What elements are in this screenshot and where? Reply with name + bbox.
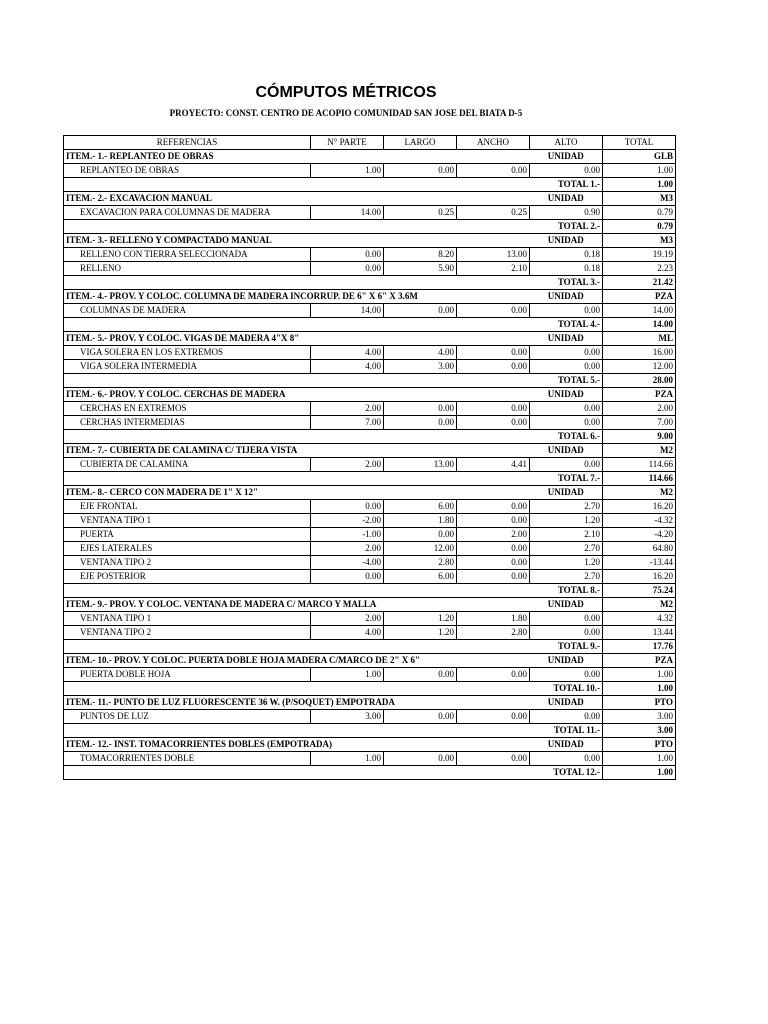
total-spacer — [64, 584, 530, 598]
row-width: 0.00 — [457, 360, 530, 374]
row-length: 5.90 — [384, 262, 457, 276]
item-total-row — [64, 220, 676, 234]
row-description: PUERTA — [64, 528, 311, 542]
row-parts: 0.00 — [311, 570, 384, 584]
row-total: 4.32 — [603, 612, 676, 626]
total-label: TOTAL 12.- — [530, 766, 603, 780]
unit-label: UNIDAD — [530, 290, 603, 304]
table-row — [64, 206, 676, 220]
row-width: 0.00 — [457, 304, 530, 318]
table-row — [64, 556, 676, 570]
row-height: 0.00 — [530, 416, 603, 430]
total-label: TOTAL 8.- — [530, 584, 603, 598]
total-spacer — [64, 430, 530, 444]
row-width: 2.10 — [457, 262, 530, 276]
item-total-row — [64, 724, 676, 738]
row-width: 0.25 — [457, 206, 530, 220]
row-length: 0.00 — [384, 402, 457, 416]
row-height: 2.10 — [530, 528, 603, 542]
total-value: 1.00 — [603, 682, 676, 696]
row-total: -4.32 — [603, 514, 676, 528]
row-total: 16.20 — [603, 500, 676, 514]
row-width: 0.00 — [457, 710, 530, 724]
table-row — [64, 360, 676, 374]
row-length: 6.00 — [384, 570, 457, 584]
row-height: 0.00 — [530, 164, 603, 178]
item-total-row — [64, 178, 676, 192]
header-cell: ALTO — [530, 136, 603, 150]
unit-label: UNIDAD — [530, 192, 603, 206]
unit-label: UNIDAD — [530, 388, 603, 402]
row-length: 6.00 — [384, 500, 457, 514]
table-row — [64, 416, 676, 430]
total-spacer — [64, 640, 530, 654]
row-description: VENTANA TIPO 1 — [64, 514, 311, 528]
row-height: 0.00 — [530, 304, 603, 318]
row-description: PUNTOS DE LUZ — [64, 710, 311, 724]
item-unit: M2 — [603, 486, 676, 500]
row-parts: 4.00 — [311, 626, 384, 640]
row-height: 0.00 — [530, 402, 603, 416]
row-width: 0.00 — [457, 500, 530, 514]
item-unit: PTO — [603, 696, 676, 710]
row-width: 2.00 — [457, 528, 530, 542]
row-height: 0.00 — [530, 752, 603, 766]
item-title: ITEM.- 6.- PROV. Y COLOC. CERCHAS DE MADERA — [64, 388, 530, 402]
table-row — [64, 248, 676, 262]
row-length: 1.20 — [384, 612, 457, 626]
item-unit: PZA — [603, 654, 676, 668]
item-unit: PZA — [603, 290, 676, 304]
row-total: 2.23 — [603, 262, 676, 276]
item-header-row — [64, 192, 676, 206]
row-description: RELLENO — [64, 262, 311, 276]
item-unit: GLB — [603, 150, 676, 164]
item-unit: ML — [603, 332, 676, 346]
item-header-row — [64, 486, 676, 500]
row-height: 0.90 — [530, 206, 603, 220]
row-description: CERCHAS EN EXTREMOS — [64, 402, 311, 416]
unit-label: UNIDAD — [530, 738, 603, 752]
row-parts: 14.00 — [311, 206, 384, 220]
item-total-row — [64, 640, 676, 654]
table-row — [64, 542, 676, 556]
row-length: 2.80 — [384, 556, 457, 570]
header-cell: N° PARTE — [311, 136, 384, 150]
row-description: RELLENO CON TIERRA SELECCIONADA — [64, 248, 311, 262]
header-cell: TOTAL — [603, 136, 676, 150]
table-row — [64, 528, 676, 542]
unit-label: UNIDAD — [530, 598, 603, 612]
item-total-row — [64, 472, 676, 486]
row-total: 114.66 — [603, 458, 676, 472]
table-row — [64, 458, 676, 472]
item-title: ITEM.- 12.- INST. TOMACORRIENTES DOBLES (EMPOTRADA) — [64, 738, 530, 752]
row-total: 1.00 — [603, 668, 676, 682]
row-width: 2.80 — [457, 626, 530, 640]
row-description: COLUMNAS DE MADERA — [64, 304, 311, 318]
total-label: TOTAL 3.- — [530, 276, 603, 290]
row-length: 0.00 — [384, 164, 457, 178]
total-value: 75.24 — [603, 584, 676, 598]
row-height: 1.20 — [530, 556, 603, 570]
row-length: 0.00 — [384, 668, 457, 682]
total-value: 1.00 — [603, 178, 676, 192]
table-row — [64, 612, 676, 626]
total-spacer — [64, 374, 530, 388]
row-width: 0.00 — [457, 556, 530, 570]
item-total-row — [64, 374, 676, 388]
table-row — [64, 262, 676, 276]
row-total: 16.20 — [603, 570, 676, 584]
row-parts: 7.00 — [311, 416, 384, 430]
total-label: TOTAL 6.- — [530, 430, 603, 444]
unit-label: UNIDAD — [530, 486, 603, 500]
row-parts: -2.00 — [311, 514, 384, 528]
total-label: TOTAL 4.- — [530, 318, 603, 332]
row-total: 19.19 — [603, 248, 676, 262]
row-description: CERCHAS INTERMEDIAS — [64, 416, 311, 430]
row-total: 3.00 — [603, 710, 676, 724]
item-title: ITEM.- 11.- PUNTO DE LUZ FLUORESCENTE 36 W. (P/SOQUET) EMPOTRADA — [64, 696, 530, 710]
unit-label: UNIDAD — [530, 150, 603, 164]
row-parts: 3.00 — [311, 710, 384, 724]
row-total: 16.00 — [603, 346, 676, 360]
computos-table — [63, 135, 676, 780]
row-description: VENTANA TIPO 1 — [64, 612, 311, 626]
total-label: TOTAL 11.- — [530, 724, 603, 738]
row-parts: 0.00 — [311, 248, 384, 262]
row-height: 0.18 — [530, 262, 603, 276]
row-height: 0.18 — [530, 248, 603, 262]
item-title: ITEM.- 1.- REPLANTEO DE OBRAS — [64, 150, 530, 164]
total-spacer — [64, 276, 530, 290]
row-parts: 0.00 — [311, 500, 384, 514]
row-description: PUERTA DOBLE HOJA — [64, 668, 311, 682]
row-length: 0.25 — [384, 206, 457, 220]
total-label: TOTAL 5.- — [530, 374, 603, 388]
total-label: TOTAL 7.- — [530, 472, 603, 486]
item-header-row — [64, 444, 676, 458]
item-header-row — [64, 388, 676, 402]
row-width: 0.00 — [457, 514, 530, 528]
row-width: 0.00 — [457, 164, 530, 178]
row-description: TOMACORRIENTES DOBLE — [64, 752, 311, 766]
row-total: 1.00 — [603, 752, 676, 766]
item-unit: PZA — [603, 388, 676, 402]
row-height: 0.00 — [530, 346, 603, 360]
total-spacer — [64, 318, 530, 332]
header-cell: LARGO — [384, 136, 457, 150]
row-description: REPLANTEO DE OBRAS — [64, 164, 311, 178]
row-length: 0.00 — [384, 710, 457, 724]
item-title: ITEM.- 5.- PROV. Y COLOC. VIGAS DE MADERA 4"X 8" — [64, 332, 530, 346]
row-description: EJES LATERALES — [64, 542, 311, 556]
item-title: ITEM.- 2.- EXCAVACION MANUAL — [64, 192, 530, 206]
table-row — [64, 668, 676, 682]
item-title: ITEM.- 10.- PROV. Y COLOC. PUERTA DOBLE HOJA MADERA C/MARCO DE 2" X 6" — [64, 654, 530, 668]
row-length: 0.00 — [384, 304, 457, 318]
total-value: 114.66 — [603, 472, 676, 486]
item-unit: M2 — [603, 444, 676, 458]
row-height: 0.00 — [530, 710, 603, 724]
row-parts: 2.00 — [311, 612, 384, 626]
row-width: 0.00 — [457, 346, 530, 360]
total-label: TOTAL 9.- — [530, 640, 603, 654]
row-height: 0.00 — [530, 668, 603, 682]
row-height: 0.00 — [530, 360, 603, 374]
table-row — [64, 346, 676, 360]
row-total: 7.00 — [603, 416, 676, 430]
header-cell: REFERENCIAS — [64, 136, 311, 150]
unit-label: UNIDAD — [530, 332, 603, 346]
row-length: 1.20 — [384, 626, 457, 640]
unit-label: UNIDAD — [530, 234, 603, 248]
item-total-row — [64, 318, 676, 332]
row-total: 1.00 — [603, 164, 676, 178]
row-description: VENTANA TIPO 2 — [64, 626, 311, 640]
row-parts: 1.00 — [311, 164, 384, 178]
item-header-row — [64, 696, 676, 710]
row-length: 12.00 — [384, 542, 457, 556]
row-description: EJE POSTERIOR — [64, 570, 311, 584]
table-row — [64, 570, 676, 584]
item-unit: M3 — [603, 234, 676, 248]
table-row — [64, 500, 676, 514]
row-parts: 14.00 — [311, 304, 384, 318]
unit-label: UNIDAD — [530, 696, 603, 710]
total-value: 17.76 — [603, 640, 676, 654]
total-value: 3.00 — [603, 724, 676, 738]
row-height: 0.00 — [530, 626, 603, 640]
row-width: 1.80 — [457, 612, 530, 626]
row-width: 4.41 — [457, 458, 530, 472]
table-row — [64, 626, 676, 640]
row-description: EXCAVACION PARA COLUMNAS DE MADERA — [64, 206, 311, 220]
row-height: 2.70 — [530, 570, 603, 584]
row-description: CUBIERTA DE CALAMINA — [64, 458, 311, 472]
table-row — [64, 710, 676, 724]
row-length: 4.00 — [384, 346, 457, 360]
item-header-row — [64, 234, 676, 248]
row-height: 0.00 — [530, 612, 603, 626]
row-width: 0.00 — [457, 570, 530, 584]
total-value: 0.79 — [603, 220, 676, 234]
item-total-row — [64, 766, 676, 780]
row-total: 0.79 — [603, 206, 676, 220]
row-height: 0.00 — [530, 458, 603, 472]
row-length: 13.00 — [384, 458, 457, 472]
item-total-row — [64, 430, 676, 444]
item-title: ITEM.- 9.- PROV. Y COLOC. VENTANA DE MADERA C/ MARCO Y MALLA — [64, 598, 530, 612]
total-value: 1.00 — [603, 766, 676, 780]
total-value: 28.00 — [603, 374, 676, 388]
item-unit: M3 — [603, 192, 676, 206]
total-label: TOTAL 2.- — [530, 220, 603, 234]
total-label: TOTAL 1.- — [530, 178, 603, 192]
item-total-row — [64, 276, 676, 290]
item-title: ITEM.- 8.- CERCO CON MADERA DE 1" X 12" — [64, 486, 530, 500]
row-parts: -1.00 — [311, 528, 384, 542]
row-length: 3.00 — [384, 360, 457, 374]
project-subtitle: PROYECTO: CONST. CENTRO DE ACOPIO COMUNIDAD SAN JOSE DEL BIATA D-5 — [169, 108, 523, 118]
row-width: 0.00 — [457, 416, 530, 430]
row-width: 0.00 — [457, 542, 530, 556]
total-spacer — [64, 178, 530, 192]
row-total: 14.00 — [603, 304, 676, 318]
item-title: ITEM.- 4.- PROV. Y COLOC. COLUMNA DE MADERA INCORRUP. DE 6" X 6" X 3.6M — [64, 290, 530, 304]
total-spacer — [64, 724, 530, 738]
row-description: VIGA SOLERA INTERMEDIA — [64, 360, 311, 374]
row-length: 1.80 — [384, 514, 457, 528]
item-header-row — [64, 290, 676, 304]
header-cell: ANCHO — [457, 136, 530, 150]
table-row — [64, 164, 676, 178]
row-total: 13.44 — [603, 626, 676, 640]
row-parts: 2.00 — [311, 402, 384, 416]
item-unit: M2 — [603, 598, 676, 612]
item-title: ITEM.- 3.- RELLENO Y COMPACTADO MANUAL — [64, 234, 530, 248]
row-description: VIGA SOLERA EN LOS EXTREMOS — [64, 346, 311, 360]
total-spacer — [64, 220, 530, 234]
row-description: VENTANA TIPO 2 — [64, 556, 311, 570]
row-height: 2.70 — [530, 542, 603, 556]
table-row — [64, 514, 676, 528]
row-length: 0.00 — [384, 528, 457, 542]
item-header-row — [64, 598, 676, 612]
item-total-row — [64, 584, 676, 598]
row-total: -4.20 — [603, 528, 676, 542]
total-spacer — [64, 682, 530, 696]
row-height: 2.70 — [530, 500, 603, 514]
item-header-row — [64, 332, 676, 346]
row-height: 1.20 — [530, 514, 603, 528]
table-row — [64, 304, 676, 318]
row-width: 0.00 — [457, 668, 530, 682]
total-value: 9.00 — [603, 430, 676, 444]
row-parts: -4.00 — [311, 556, 384, 570]
row-description: EJE FRONTAL — [64, 500, 311, 514]
row-width: 13.00 — [457, 248, 530, 262]
total-spacer — [64, 766, 530, 780]
row-parts: 2.00 — [311, 458, 384, 472]
row-total: 64.80 — [603, 542, 676, 556]
table-row — [64, 402, 676, 416]
item-total-row — [64, 682, 676, 696]
item-title: ITEM.- 7.- CUBIERTA DE CALAMINA C/ TIJERA VISTA — [64, 444, 530, 458]
item-header-row — [64, 654, 676, 668]
total-spacer — [64, 472, 530, 486]
header-row — [64, 136, 676, 150]
row-width: 0.00 — [457, 402, 530, 416]
row-parts: 2.00 — [311, 542, 384, 556]
unit-label: UNIDAD — [530, 654, 603, 668]
total-value: 14.00 — [603, 318, 676, 332]
row-parts: 1.00 — [311, 752, 384, 766]
row-parts: 4.00 — [311, 346, 384, 360]
row-total: 2.00 — [603, 402, 676, 416]
item-unit: PTO — [603, 738, 676, 752]
row-width: 0.00 — [457, 752, 530, 766]
row-total: 12.00 — [603, 360, 676, 374]
row-length: 0.00 — [384, 752, 457, 766]
page-title: CÓMPUTOS MÉTRICOS — [255, 84, 437, 101]
row-parts: 4.00 — [311, 360, 384, 374]
unit-label: UNIDAD — [530, 444, 603, 458]
row-parts: 1.00 — [311, 668, 384, 682]
row-length: 8.20 — [384, 248, 457, 262]
total-label: TOTAL 10.- — [530, 682, 603, 696]
total-value: 21.42 — [603, 276, 676, 290]
row-total: -13.44 — [603, 556, 676, 570]
item-header-row — [64, 738, 676, 752]
row-parts: 0.00 — [311, 262, 384, 276]
row-length: 0.00 — [384, 416, 457, 430]
item-header-row — [64, 150, 676, 164]
table-row — [64, 752, 676, 766]
